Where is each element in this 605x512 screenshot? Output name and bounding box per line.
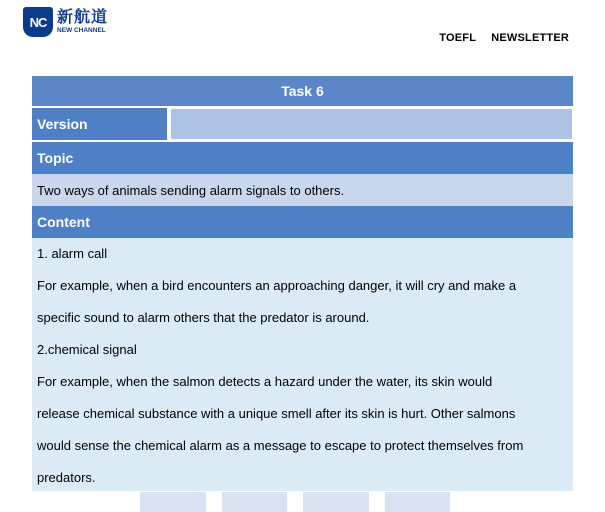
newsletter-header: [439, 32, 569, 44]
content-label: Content: [32, 206, 573, 238]
new-channel-logo: [23, 6, 108, 38]
content-line: would sense the chemical alarm as a message to escape to protect themselves from: [37, 438, 524, 453]
version-row: [32, 108, 573, 142]
content-line: For example, when a bird encounters an approaching danger, it will cry and make a: [37, 278, 517, 293]
header-toefl: TOEFL: [439, 32, 476, 44]
version-label: Version: [32, 108, 169, 140]
header-newsletter: NEWSLETTER: [491, 32, 569, 44]
content-line: For example, when the salmon detects a hazard under the water, its skin would: [37, 374, 493, 389]
logo-name-en: NEW CHANNEL: [57, 26, 106, 34]
content-line: specific sound to alarm others that the predator is around.: [37, 310, 370, 325]
content-line: 2.chemical signal: [37, 342, 137, 357]
content-line: 1. alarm call: [37, 246, 108, 261]
task-title: Task 6: [32, 76, 573, 108]
watermark: [140, 492, 450, 512]
logo-text: [57, 10, 108, 35]
topic-label: Topic: [32, 142, 573, 174]
task-table: [32, 76, 573, 491]
version-value: [170, 108, 573, 140]
logo-name-cn: 新航道: [57, 8, 109, 26]
content-line: release chemical substance with a unique smell after its skin is hurt. Other salmons: [37, 406, 516, 421]
content-body: [32, 238, 573, 491]
content-line: predators.: [37, 470, 96, 485]
topic-text: Two ways of animals sending alarm signals to others.: [32, 174, 573, 206]
logo-shield-icon: NC: [23, 7, 53, 37]
